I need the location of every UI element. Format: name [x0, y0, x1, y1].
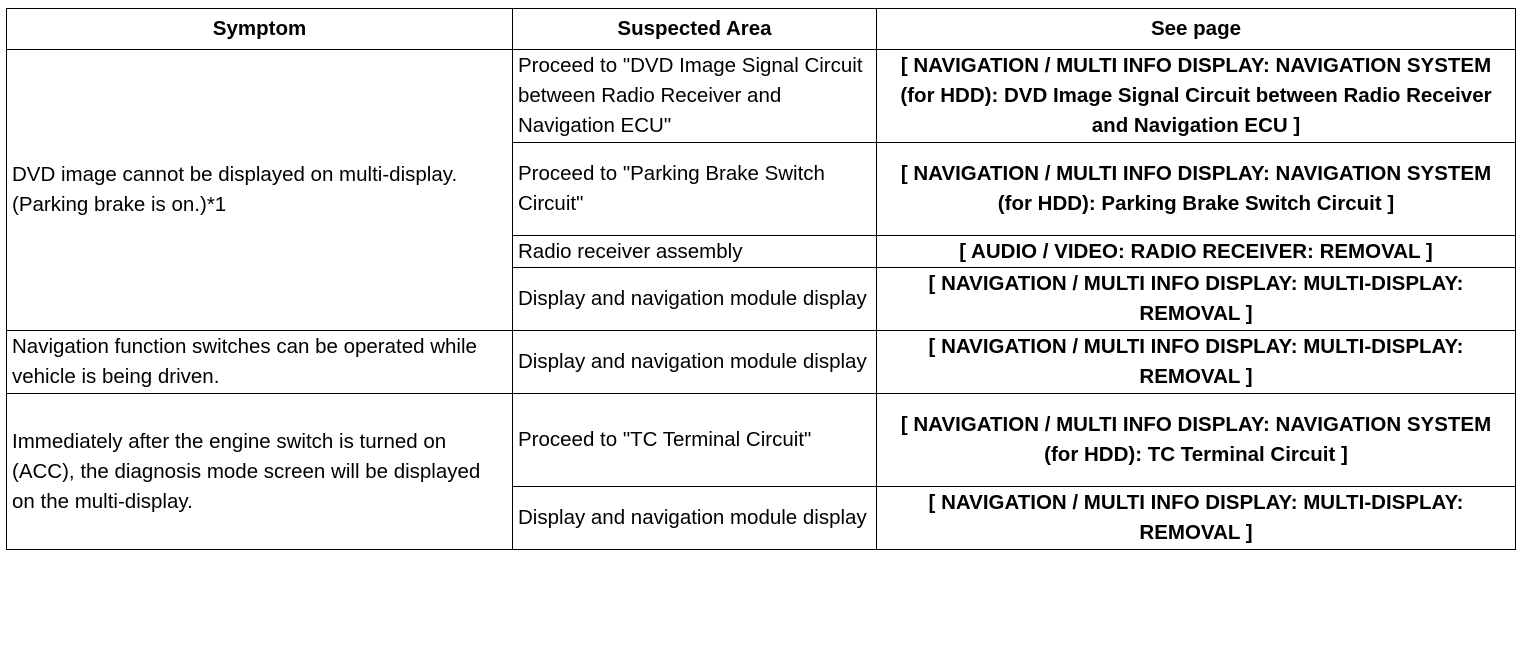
header-symptom: Symptom — [7, 9, 513, 50]
header-suspected-area: Suspected Area — [513, 9, 877, 50]
see-page-link[interactable]: [ NAVIGATION / MULTI INFO DISPLAY: NAVIGATION SYSTEM (for HDD): DVD Image Signal Circuit between Radio Receiver and Navigation ECU ] — [877, 50, 1516, 143]
symptom-cell: DVD image cannot be displayed on multi-display. (Parking brake is on.)*1 — [7, 50, 513, 331]
see-page-link[interactable]: [ NAVIGATION / MULTI INFO DISPLAY: MULTI-DISPLAY: REMOVAL ] — [877, 268, 1516, 331]
suspected-area-cell: Proceed to "Parking Brake Switch Circuit" — [513, 143, 877, 236]
suspected-area-cell: Display and navigation module display — [513, 268, 877, 331]
suspected-area-cell: Proceed to "DVD Image Signal Circuit between Radio Receiver and Navigation ECU" — [513, 50, 877, 143]
table-header-row — [7, 9, 1516, 50]
see-page-link[interactable]: [ AUDIO / VIDEO: RADIO RECEIVER: REMOVAL ] — [877, 236, 1516, 268]
symptom-table — [6, 8, 1516, 550]
table-row — [7, 50, 1516, 143]
symptom-cell: Navigation function switches can be operated while vehicle is being driven. — [7, 331, 513, 394]
see-page-link[interactable]: [ NAVIGATION / MULTI INFO DISPLAY: NAVIGATION SYSTEM (for HDD): Parking Brake Switch Circuit ] — [877, 143, 1516, 236]
suspected-area-cell: Display and navigation module display — [513, 487, 877, 550]
suspected-area-cell: Proceed to "TC Terminal Circuit" — [513, 394, 877, 487]
header-see-page: See page — [877, 9, 1516, 50]
table-row — [7, 394, 1516, 487]
symptom-cell: Immediately after the engine switch is turned on (ACC), the diagnosis mode screen will be displayed on the multi-display. — [7, 394, 513, 550]
see-page-link[interactable]: [ NAVIGATION / MULTI INFO DISPLAY: MULTI-DISPLAY: REMOVAL ] — [877, 487, 1516, 550]
suspected-area-cell: Radio receiver assembly — [513, 236, 877, 268]
table-row — [7, 331, 1516, 394]
suspected-area-cell: Display and navigation module display — [513, 331, 877, 394]
see-page-link[interactable]: [ NAVIGATION / MULTI INFO DISPLAY: MULTI-DISPLAY: REMOVAL ] — [877, 331, 1516, 394]
see-page-link[interactable]: [ NAVIGATION / MULTI INFO DISPLAY: NAVIGATION SYSTEM (for HDD): TC Terminal Circuit ] — [877, 394, 1516, 487]
